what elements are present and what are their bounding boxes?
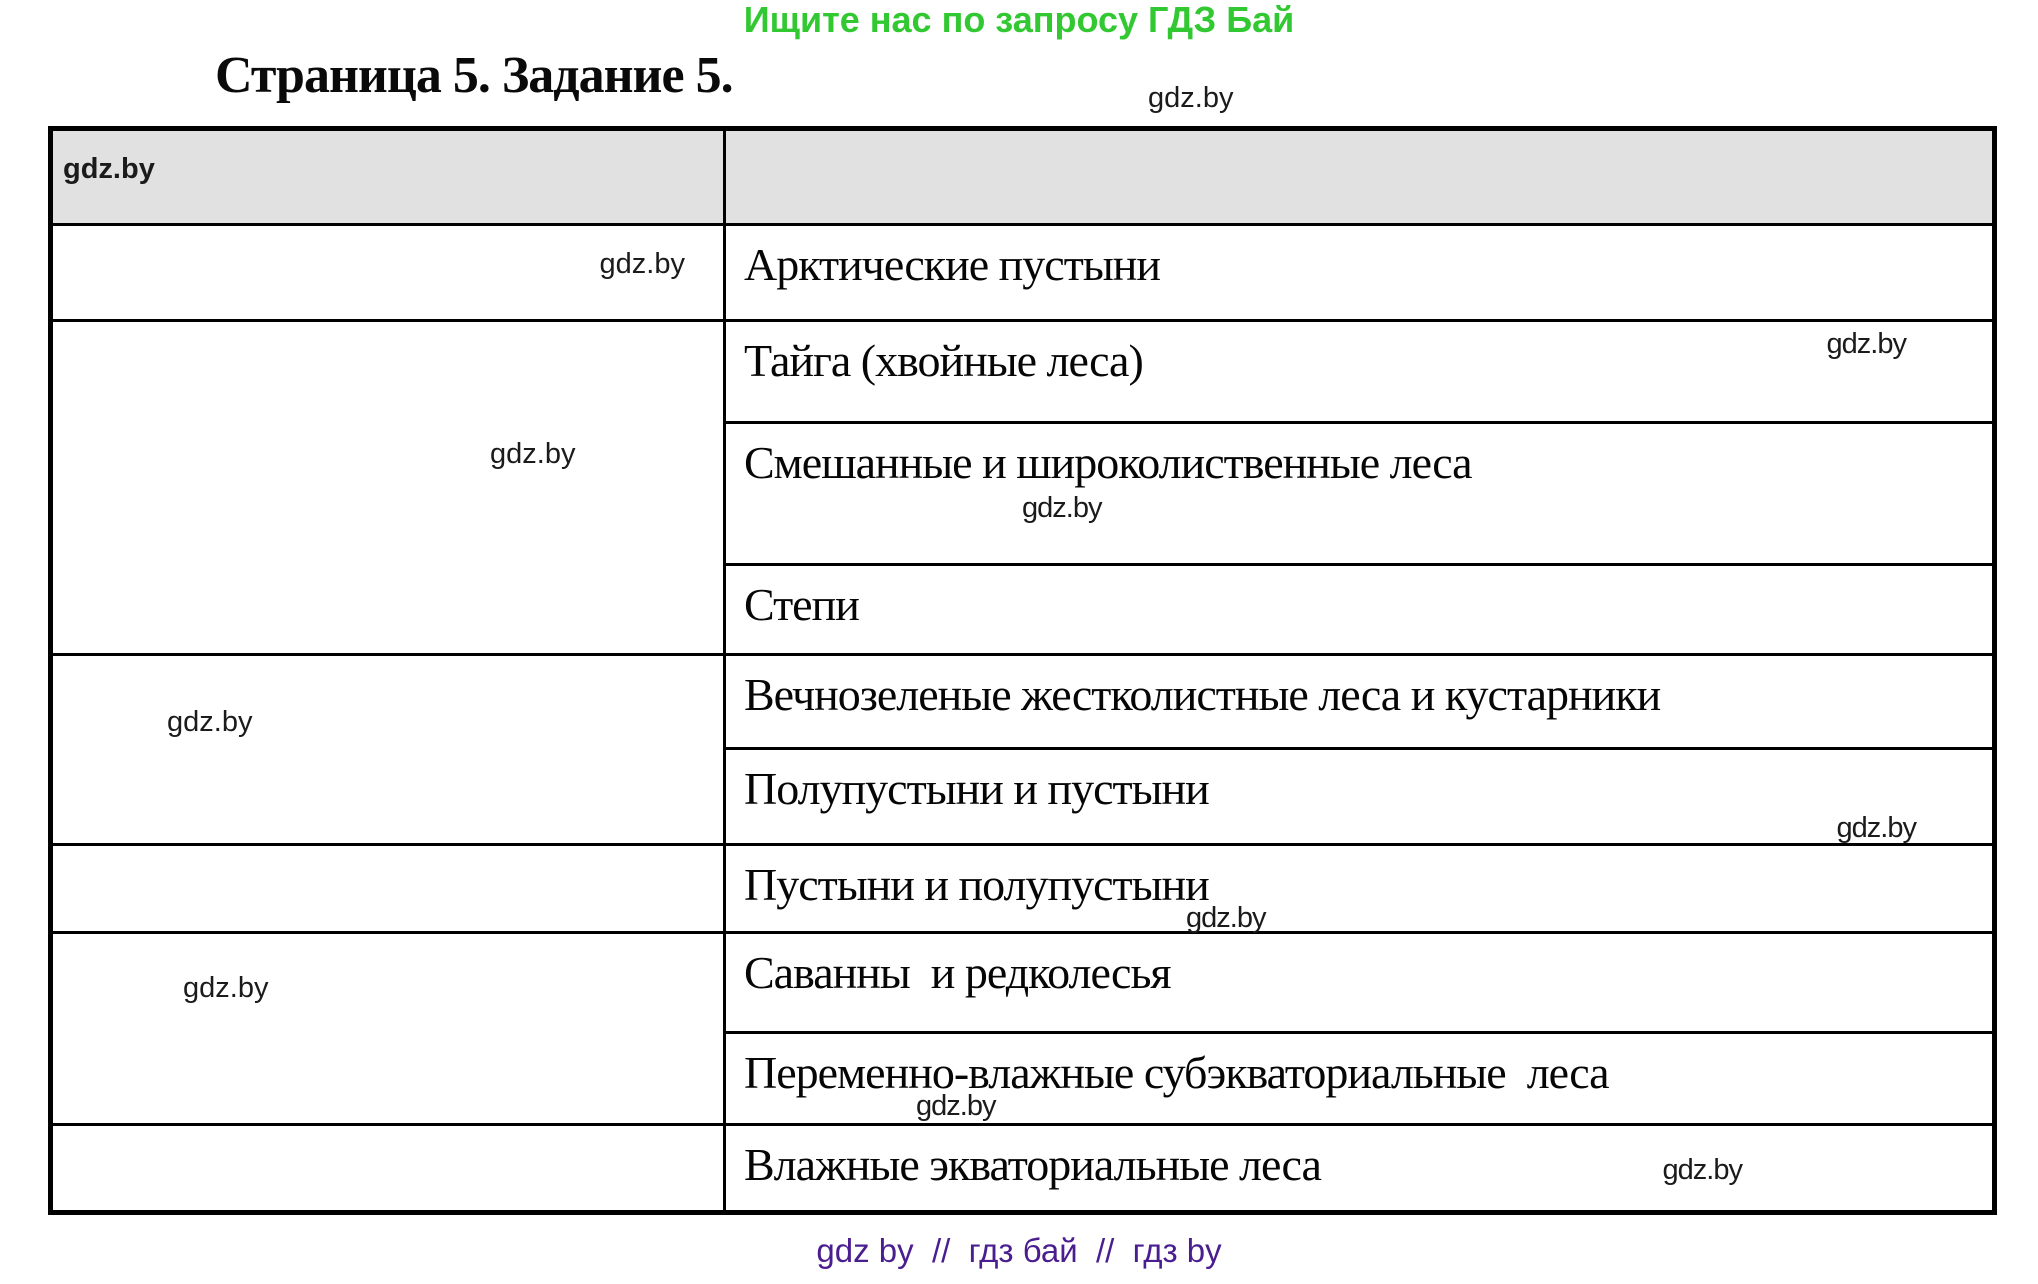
banner-text: Ищите нас по запросу ГДЗ Бай	[743, 0, 1295, 40]
header-cell-right	[725, 129, 1995, 225]
zone-cell-steppes	[725, 565, 1995, 655]
zones-table	[48, 126, 1997, 1215]
zone-label: Вечнозеленые жестколистные леса и кустарники	[744, 669, 1661, 720]
watermark: gdz.by	[1836, 812, 1916, 844]
zone-label: Пустыни и полупустыни	[744, 859, 1209, 910]
watermark: gdz.by	[599, 248, 685, 280]
zone-cell-semideserts-deserts	[725, 749, 1995, 845]
zone-label: Степи	[744, 579, 859, 630]
left-column-cell	[51, 1125, 725, 1213]
zone-label: Влажные экваториальные леса	[744, 1139, 1321, 1190]
page-title: Страница 5. Задание 5.	[215, 47, 733, 104]
watermark: gdz.by	[167, 706, 253, 738]
left-column-cell	[51, 933, 725, 1125]
zone-cell-evergreen-hardleaf	[725, 655, 1995, 749]
watermark: gdz.by	[1148, 82, 1234, 114]
zone-cell-mixed-forests	[725, 423, 1995, 565]
left-column-cell	[51, 845, 725, 933]
zone-cell-variable-wet-subequatorial	[725, 1033, 1995, 1125]
watermark: gdz.by	[1826, 328, 1906, 360]
watermark: gdz.by	[1662, 1154, 1742, 1186]
left-column-cell	[51, 655, 725, 845]
left-column-cell	[51, 225, 725, 321]
table-header-row	[51, 129, 1995, 225]
zone-cell-taiga	[725, 321, 1995, 423]
table-row	[51, 225, 1995, 321]
table-row	[51, 321, 1995, 423]
watermark: gdz.by	[490, 438, 576, 470]
table-row	[51, 655, 1995, 749]
header-cell-left	[51, 129, 725, 225]
zone-cell-arctic-deserts	[725, 225, 1995, 321]
table-row	[51, 933, 1995, 1033]
watermark: gdz.by	[183, 972, 269, 1004]
zone-cell-savannas	[725, 933, 1995, 1033]
table-row	[51, 1125, 1995, 1213]
zone-label: Тайга (хвойные леса)	[744, 335, 1143, 386]
zone-label: Смешанные и широколиственные леса	[744, 437, 1472, 488]
zone-label: Полупустыни и пустыни	[744, 763, 1209, 814]
left-column-cell	[51, 321, 725, 655]
footer-text: gdz by // гдз бай // гдз by	[816, 1232, 1222, 1269]
zone-cell-deserts-semideserts	[725, 845, 1995, 933]
watermark: gdz.by	[1022, 492, 1102, 524]
watermark: gdz.by	[63, 153, 155, 185]
watermark: gdz.by	[916, 1090, 996, 1122]
zone-cell-wet-equatorial	[725, 1125, 1995, 1213]
table-row	[51, 845, 1995, 933]
zone-label: Арктические пустыни	[744, 239, 1160, 290]
watermark: gdz.by	[1186, 902, 1266, 934]
zone-label: Переменно-влажные субэкваториальные леса	[744, 1047, 1609, 1098]
zone-label: Саванны и редколесья	[744, 947, 1171, 998]
